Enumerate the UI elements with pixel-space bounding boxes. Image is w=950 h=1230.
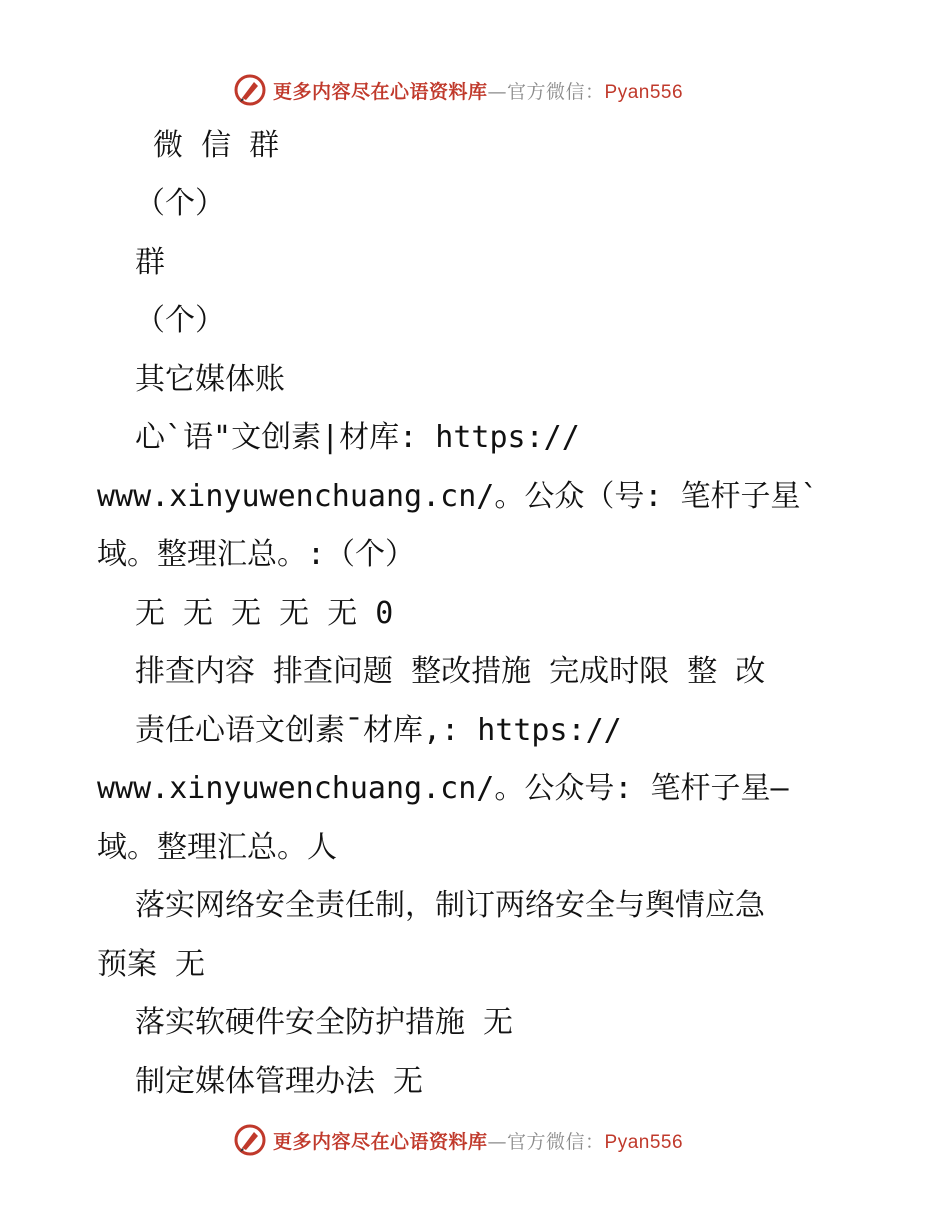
text-line: 其它媒体账 <box>135 362 285 397</box>
text-line: （个） <box>135 303 225 338</box>
text-line: （个） <box>135 186 225 221</box>
text-line: 责任心语文创素¯材库,: https:// <box>135 713 622 748</box>
header-banner-wechat-id: Pyan556 <box>604 81 684 103</box>
header-banner-text <box>273 77 683 104</box>
text-line: 制定媒体管理办法 无 <box>135 1064 424 1099</box>
text-line: www.xinyuwenchuang.cn/。公众（号: 笔杆子星` <box>97 479 819 514</box>
text-line: 无 无 无 无 无 0 <box>135 596 394 631</box>
header-banner-wechat-label: 官方微信： <box>507 80 605 103</box>
pen-logo-icon <box>233 1123 267 1157</box>
text-line: 微 信 群 <box>135 128 280 163</box>
text-line: www.xinyuwenchuang.cn/。公众号: 笔杆子星— <box>97 771 789 806</box>
footer-banner <box>233 1122 683 1158</box>
text-line: 预案 无 <box>97 947 206 982</box>
header-banner <box>233 72 683 108</box>
text-line: 排查内容 排查问题 整改措施 完成时限 整 改 <box>135 654 766 689</box>
text-line: 域。整理汇总。:（个） <box>97 537 416 572</box>
text-line: 群 <box>135 245 165 280</box>
footer-banner-wechat-id: Pyan556 <box>604 1131 684 1153</box>
text-line: 域。整理汇总。人 <box>97 830 337 865</box>
text-line: 落实网络安全责任制，制订两络安全与舆情应急 <box>135 888 765 923</box>
footer-banner-wechat-label: 官方微信： <box>507 1130 605 1153</box>
text-line: 落实软硬件安全防护措施 无 <box>135 1005 514 1040</box>
footer-banner-text <box>273 1127 683 1154</box>
footer-banner-main: 更多内容尽在心语资料库 <box>273 1130 488 1153</box>
pen-logo-icon <box>233 73 267 107</box>
header-banner-dash: — <box>487 80 508 103</box>
text-line: 心`语"文创素|材库: https:// <box>135 420 580 455</box>
header-banner-main: 更多内容尽在心语资料库 <box>273 80 488 103</box>
footer-banner-dash: — <box>487 1130 508 1153</box>
